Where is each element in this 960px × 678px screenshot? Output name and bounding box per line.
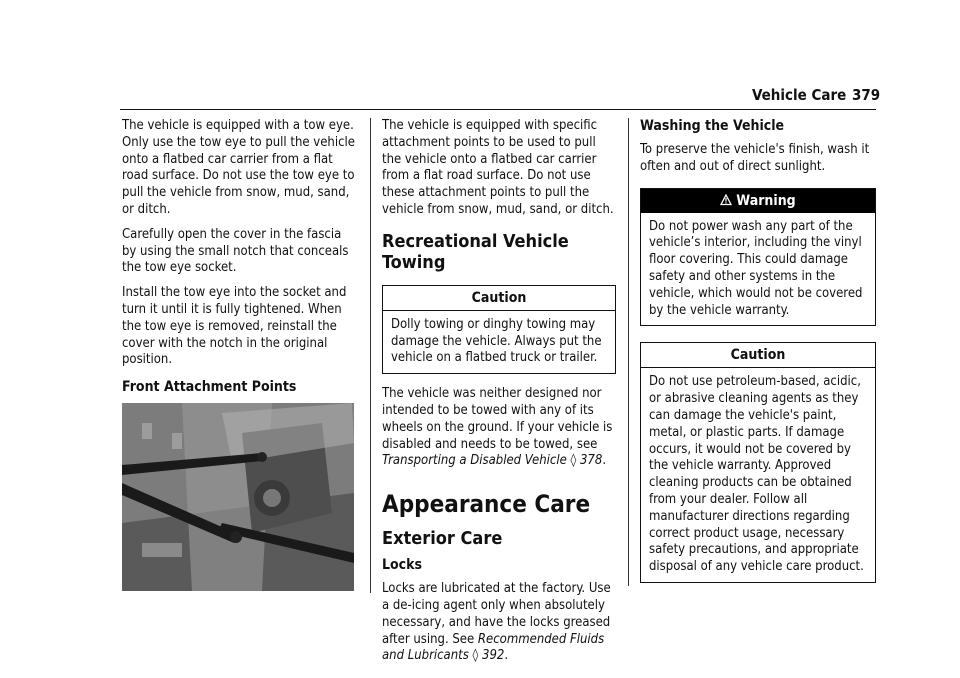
caution-title: Caution bbox=[383, 286, 615, 311]
caution-title: Caution bbox=[641, 343, 875, 368]
fluids-page-ref[interactable]: ◊ 392 bbox=[468, 648, 505, 664]
washing-heading: Washing the Vehicle bbox=[640, 118, 785, 134]
column-divider-2 bbox=[628, 118, 629, 586]
column-2 bbox=[382, 118, 616, 673]
warning-title: Warning bbox=[736, 192, 796, 209]
column-3 bbox=[640, 118, 876, 595]
warning-icon bbox=[720, 194, 732, 206]
column-divider-1 bbox=[370, 118, 371, 593]
appearance-care-heading: Appearance Care bbox=[382, 490, 591, 519]
warning-body: Do not power wash any part of the vehicle’s interior, including the vinyl floor covering. This could damage safety and other systems in the vehicle, which would not be covered by the vehicle warranty. bbox=[649, 218, 863, 318]
cover-paragraph: Carefully open the cover in the fascia by using the small notch that conceals the tow eye socket. bbox=[122, 226, 349, 276]
transporting-link[interactable]: Transporting a Disabled Vehicle bbox=[382, 453, 567, 469]
caution-box-towing bbox=[382, 285, 616, 374]
attachment-points-paragraph: The vehicle is equipped with specific attachment points to be used to pull the vehicle onto a flatbed car carrier from a flat road surface. Do not use these attachment points to pull the vehicle from snow, mud, sand, or ditch. bbox=[382, 118, 614, 217]
front-attachment-illustration bbox=[122, 403, 354, 591]
washing-paragraph: To preserve the vehicle's finish, wash it often and out of direct sunlight. bbox=[640, 142, 870, 174]
locks-heading: Locks bbox=[382, 557, 423, 574]
header-rule bbox=[120, 109, 876, 110]
caution-body: Dolly towing or dinghy towing may damage the vehicle. Always put the vehicle on a flatbed truck or trailer. bbox=[391, 316, 602, 366]
caution-body: Do not use petroleum-based, acidic, or abrasive cleaning agents as they can damage the vehicle's paint, metal, or plastic parts. If damage occurs, it would not be covered by the vehicle warranty. Approved cleaning products can be obtained from your dealer. Follow all manufacturer directions regarding correct product usage, necessary safety precautions, and appropriate disposal of any vehicle care product. bbox=[649, 374, 864, 575]
exterior-care-heading: Exterior Care bbox=[382, 528, 503, 550]
install-paragraph: Install the tow eye into the socket and turn it until it is fully tightened. When the tow eye is removed, reinstall the cover with the notch in the original position. bbox=[122, 285, 347, 368]
page-number: 379 bbox=[852, 86, 881, 104]
tow-eye-paragraph: The vehicle is equipped with a tow eye. Only use the tow eye to pull the vehicle onto a flatbed car carrier from a flat road surface. Do not use the tow eye to pull the vehicle from snow, mud, sand, or ditch. bbox=[122, 118, 355, 217]
column-1 bbox=[122, 118, 357, 591]
warning-box bbox=[640, 188, 876, 327]
locks-paragraph: Locks are lubricated at the factory. Use a de-icing agent only when absolutely necessary, and have the locks greased after using. See Recommended Fluids and Lubricants ◊ 392. bbox=[382, 581, 611, 664]
rv-towing-heading: Recreational Vehicle Towing bbox=[382, 230, 569, 273]
towing-paragraph: The vehicle was neither designed nor intended to be towed with any of its wheels on the ground. If your vehicle is disabled and needs to be towed, see Transporting a Disabled Vehicle ◊ 378. bbox=[382, 386, 613, 469]
front-attachment-heading: Front Attachment Points bbox=[122, 379, 297, 396]
caution-box-cleaning bbox=[640, 342, 876, 583]
transporting-page-ref[interactable]: ◊ 378 bbox=[566, 453, 603, 469]
section-title: Vehicle Care bbox=[752, 86, 847, 104]
fluids-link[interactable]: Recommended Fluids and Lubricants bbox=[382, 631, 605, 664]
warning-header bbox=[641, 189, 875, 213]
